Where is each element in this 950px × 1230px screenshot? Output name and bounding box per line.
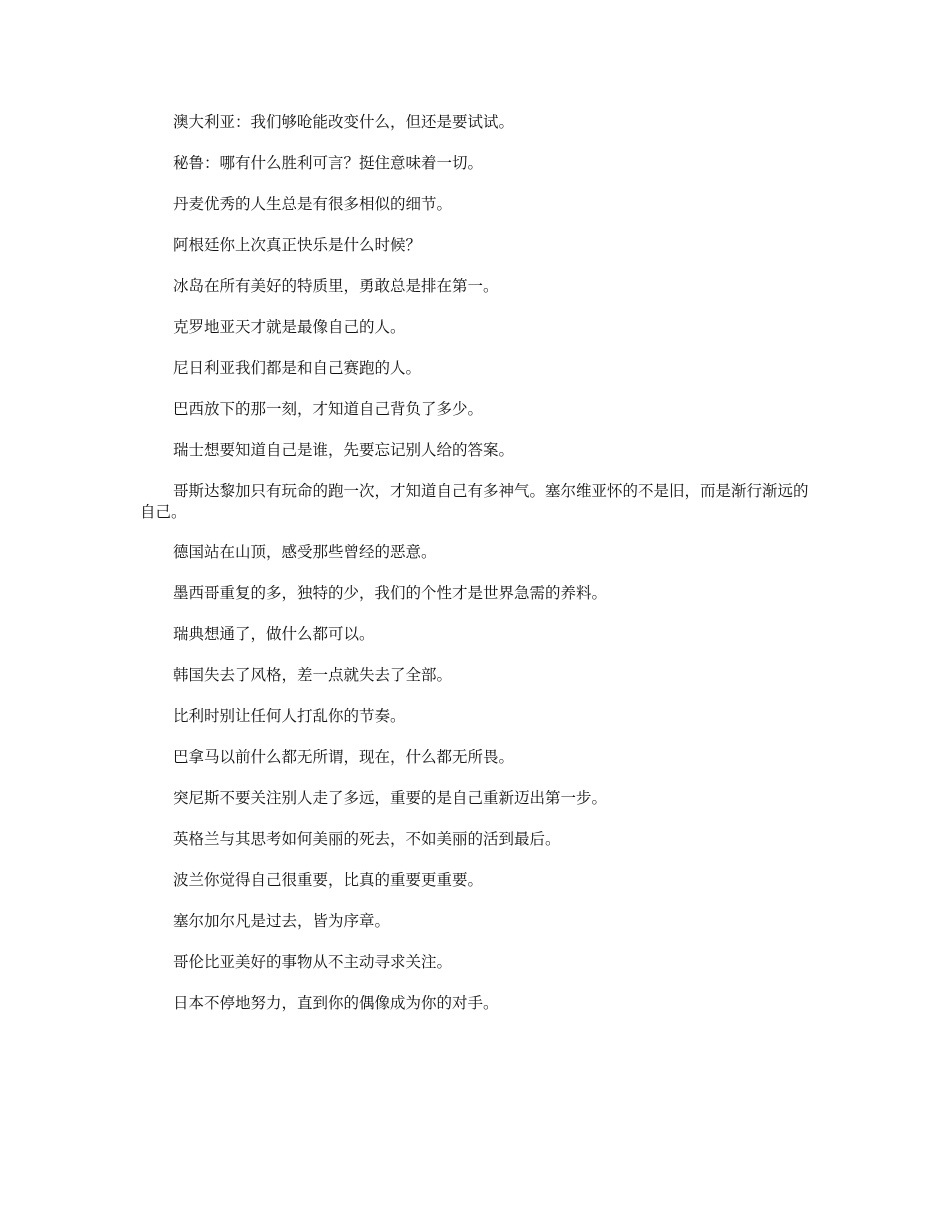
paragraph-germany: 德国站在山顶，感受那些曾经的恶意。 [173, 543, 437, 561]
paragraph-korea: 韩国失去了风格，差一点就失去了全部。 [173, 666, 453, 684]
paragraph-argentina: 阿根廷你上次真正快乐是什么时候？ [173, 236, 422, 254]
paragraph-colombia: 哥伦比亚美好的事物从不主动寻求关注。 [173, 953, 453, 971]
paragraph-sweden: 瑞典想通了，做什么都可以。 [173, 625, 375, 643]
paragraph-brazil: 巴西放下的那一刻，才知道自己背负了多少。 [173, 400, 484, 418]
paragraph-denmark: 丹麦优秀的人生总是有很多相似的细节。 [173, 195, 453, 213]
paragraph-iceland: 冰岛在所有美好的特质里，勇敢总是排在第一。 [173, 277, 499, 295]
paragraph-switzerland: 瑞士想要知道自己是谁，先要忘记别人给的答案。 [173, 441, 515, 459]
paragraph-mexico: 墨西哥重复的多，独特的少，我们的个性才是世界急需的养料。 [173, 584, 608, 602]
paragraph-poland: 波兰你觉得自己很重要，比真的重要更重要。 [173, 871, 484, 889]
paragraph-peru: 秘鲁：哪有什么胜利可言？挺住意味着一切。 [173, 154, 484, 172]
paragraph-japan: 日本不停地努力，直到你的偶像成为你的对手。 [173, 994, 499, 1012]
document-body [140, 112, 812, 1034]
paragraph-costa-rica-serbia: 哥斯达黎加只有玩命的跑一次，才知道自己有多神气。塞尔维亚怀的不是旧，而是渐行渐远的自己。 [140, 482, 809, 521]
paragraph-nigeria: 尼日利亚我们都是和自己赛跑的人。 [173, 359, 422, 377]
paragraph-tunisia: 突尼斯不要关注别人走了多远，重要的是自己重新迈出第一步。 [173, 789, 608, 807]
paragraph-england: 英格兰与其思考如何美丽的死去，不如美丽的活到最后。 [173, 830, 561, 848]
paragraph-belgium: 比利时别让任何人打乱你的节奏。 [173, 707, 406, 725]
paragraph-croatia: 克罗地亚天才就是最像自己的人。 [173, 318, 406, 336]
paragraph-australia: 澳大利亚：我们够呛能改变什么，但还是要试试。 [173, 113, 515, 131]
paragraph-panama: 巴拿马以前什么都无所谓，现在，什么都无所畏。 [173, 748, 515, 766]
paragraph-senegal: 塞尔加尔凡是过去，皆为序章。 [173, 912, 391, 930]
